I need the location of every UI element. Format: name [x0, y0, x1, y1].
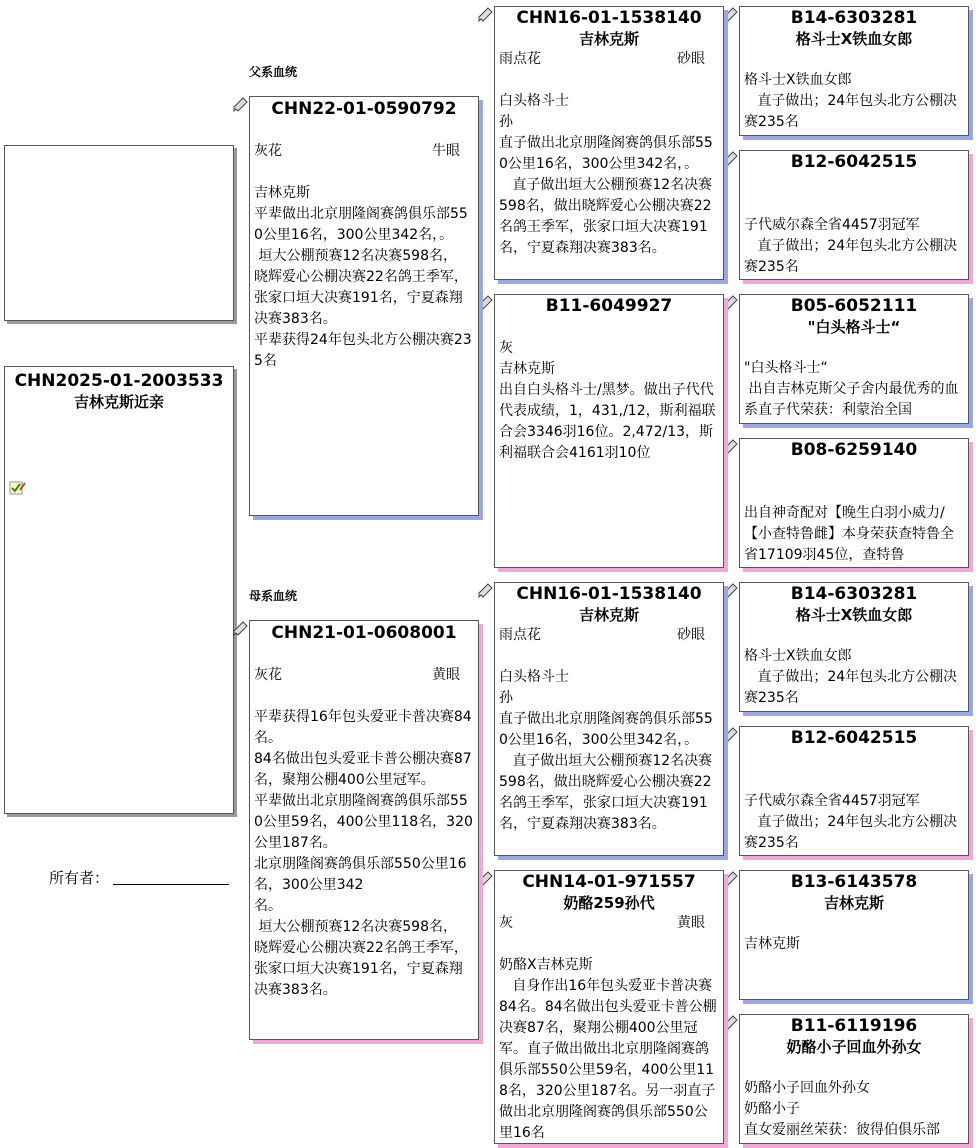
- pencil-icon[interactable]: [723, 294, 739, 310]
- pencil-icon[interactable]: [723, 438, 739, 454]
- dam-dam-card[interactable]: [494, 870, 724, 1144]
- dsd-ring: B12-6042515: [790, 728, 918, 748]
- sire-sire-eye: 砂眼: [677, 51, 705, 67]
- sire-sire-ring: CHN16-01-1538140: [516, 8, 702, 28]
- ddd-ring: B11-6119196: [790, 1016, 918, 1036]
- sire-notes: 吉林克斯 平辈做出北京朋隆阁赛鸽俱乐部550公里16名，300公里342名，。 垣大公棚预赛12名决赛598名， 晓辉爱心公棚决赛22名鸽王季军， 张家口垣大决赛191名，宁夏森翔决赛383名。 平辈获得24年包头北方公棚决赛235名: [254, 185, 472, 369]
- subject-card[interactable]: [4, 366, 234, 814]
- sire-dam-ring: B11-6049927: [545, 296, 673, 316]
- dsd-card[interactable]: [739, 726, 969, 856]
- ssd-card[interactable]: [739, 150, 969, 280]
- sire-ring: CHN22-01-0590792: [271, 99, 457, 119]
- dam-sire-name: 吉林克斯: [578, 606, 639, 624]
- sire-dam-card[interactable]: [494, 294, 724, 568]
- pencil-icon[interactable]: [723, 726, 739, 742]
- dam-sire-ring: CHN16-01-1538140: [516, 584, 702, 604]
- pencil-icon[interactable]: [723, 1014, 739, 1030]
- sds-card[interactable]: [739, 294, 969, 424]
- pencil-icon[interactable]: [478, 582, 494, 598]
- sire-sire-card[interactable]: [494, 6, 724, 280]
- dam-dam-name: 奶酪259孙代: [563, 894, 655, 912]
- dam-color: 灰花: [254, 667, 282, 683]
- photo-box[interactable]: [4, 145, 234, 321]
- ddd-card[interactable]: [739, 1014, 969, 1144]
- dam-sire-color: 雨点花: [499, 627, 541, 643]
- sdd-notes: 出自神奇配对【晚生白羽小威力/【小查特鲁雌】本身荣获查特鲁全省17109羽45位，查特鲁: [744, 505, 954, 563]
- ddd-name: 奶酪小子回血外孙女: [786, 1038, 922, 1056]
- dam-dam-notes: 奶酪X吉林克斯 自身作出16年包头爱亚卡普决赛84名。84名做出包头爱亚卡普公棚决赛87名，聚翔公棚400公里冠军。直子做出做出北京朋隆阁赛鸽俱乐部550公里59名，400公里118名，320公里187名。另一羽直子做出北京朋隆阁赛鸽俱乐部550公里16名: [499, 957, 717, 1141]
- sss-name: 格斗士X铁血女郎: [795, 30, 913, 48]
- dam-sire-card[interactable]: [494, 582, 724, 856]
- pencil-icon[interactable]: [723, 150, 739, 166]
- edit-note-icon[interactable]: [9, 480, 27, 496]
- dam-eye: 黄眼: [432, 667, 460, 683]
- sds-name: "白头格斗士“: [807, 318, 901, 336]
- sire-sire-color: 雨点花: [499, 51, 541, 67]
- sds-ring: B05-6052111: [790, 296, 918, 316]
- pencil-icon[interactable]: [233, 620, 249, 636]
- dam-dam-color: 灰: [499, 915, 513, 931]
- dds-name: 吉林克斯: [823, 894, 884, 912]
- dam-sire-notes: 白头格斗士 孙 直子做出北京朋隆阁赛鸽俱乐部550公里16名，300公里342名，。 直子做出垣大公棚预赛12名决赛598名，做出晓辉爱心公棚决赛22名鸽王季军，张家口垣大决赛191名，宁夏森翔决赛383名。: [499, 669, 713, 832]
- dds-ring: B13-6143578: [790, 872, 918, 892]
- owner-line[interactable]: [113, 884, 229, 885]
- ssd-notes: 子代威尔森全省4457羽冠军 直子做出；24年包头北方公棚决赛235名: [744, 217, 958, 275]
- dam-sire-eye: 砂眼: [677, 627, 705, 643]
- pencil-icon[interactable]: [478, 870, 494, 886]
- dss-card[interactable]: [739, 582, 969, 712]
- dam-line-label: 母系血统: [249, 589, 298, 603]
- sire-color: 灰花: [254, 143, 282, 159]
- ssd-ring: B12-6042515: [790, 152, 918, 172]
- dam-notes: 平辈获得16年包头爱亚卡普决赛84名。 84名做出包头爱亚卡普公棚决赛87名，聚翔公棚400公里冠军。 平辈做出北京朋隆阁赛鸽俱乐部550公里59名，400公里118名，320公里187名。 北京朋隆阁赛鸽俱乐部550公里16名，300公里342 名。 垣大公棚预赛12名决赛598名， 晓辉爱心公棚决赛22名鸽王季军， 张家口垣大决赛191名，宁夏森翔决赛383名。: [254, 709, 473, 998]
- subject-ring: CHN2025-01-2003533: [14, 371, 224, 391]
- sss-card[interactable]: [739, 6, 969, 136]
- dss-ring: B14-6303281: [790, 584, 918, 604]
- pencil-icon[interactable]: [723, 582, 739, 598]
- sss-ring: B14-6303281: [790, 8, 918, 28]
- pencil-icon[interactable]: [478, 294, 494, 310]
- dam-ring: CHN21-01-0608001: [271, 623, 457, 643]
- owner-label: 所有者：: [49, 869, 110, 887]
- dsd-notes: 子代威尔森全省4457羽冠军 直子做出；24年包头北方公棚决赛235名: [744, 793, 958, 851]
- sire-dam-notes: 吉林克斯 出自白头格斗士/黑梦。做出子代代代表成绩，1，431,/12，斯利福联合会3346羽16位。2,472/13，斯利福联合会4161羽10位: [499, 361, 716, 461]
- dam-dam-eye: 黄眼: [677, 915, 705, 931]
- dam-card[interactable]: [249, 620, 479, 1040]
- dds-notes: 吉林克斯: [744, 936, 800, 952]
- sire-dam-color: 灰: [499, 340, 513, 356]
- sds-notes: "白头格斗士“ 出自吉林克斯父子舍内最优秀的血系直子代荣获：利蒙治全国: [744, 360, 959, 418]
- dam-dam-ring: CHN14-01-971557: [522, 872, 696, 892]
- sire-eye: 牛眼: [432, 143, 460, 159]
- ddd-notes: 奶酪小子回血外孙女 奶酪小子 直女爱丽丝荣获：彼得伯俱乐部: [744, 1080, 940, 1138]
- subject-name: 吉林克斯近亲: [73, 393, 164, 411]
- sire-line-label: 父系血统: [249, 65, 298, 79]
- sdd-card[interactable]: [739, 438, 969, 568]
- pencil-icon[interactable]: [233, 96, 249, 112]
- sire-sire-name: 吉林克斯: [578, 30, 639, 48]
- sdd-ring: B08-6259140: [790, 440, 918, 460]
- pencil-icon[interactable]: [723, 870, 739, 886]
- pencil-icon[interactable]: [723, 6, 739, 22]
- dss-name: 格斗士X铁血女郎: [795, 606, 913, 624]
- pencil-icon[interactable]: [478, 6, 494, 22]
- dss-notes: 格斗士X铁血女郎 直子做出；24年包头北方公棚决赛235名: [744, 648, 958, 706]
- sire-card[interactable]: [249, 96, 479, 516]
- dds-card[interactable]: [739, 870, 969, 1000]
- sire-sire-notes: 白头格斗士 孙 直子做出北京朋隆阁赛鸽俱乐部550公里16名，300公里342名，。 直子做出垣大公棚预赛12名决赛598名，做出晓辉爱心公棚决赛22名鸽王季军，张家口垣大决赛191名，宁夏森翔决赛383名。: [499, 93, 713, 256]
- sss-notes: 格斗士X铁血女郎 直子做出；24年包头北方公棚决赛235名: [744, 72, 958, 130]
